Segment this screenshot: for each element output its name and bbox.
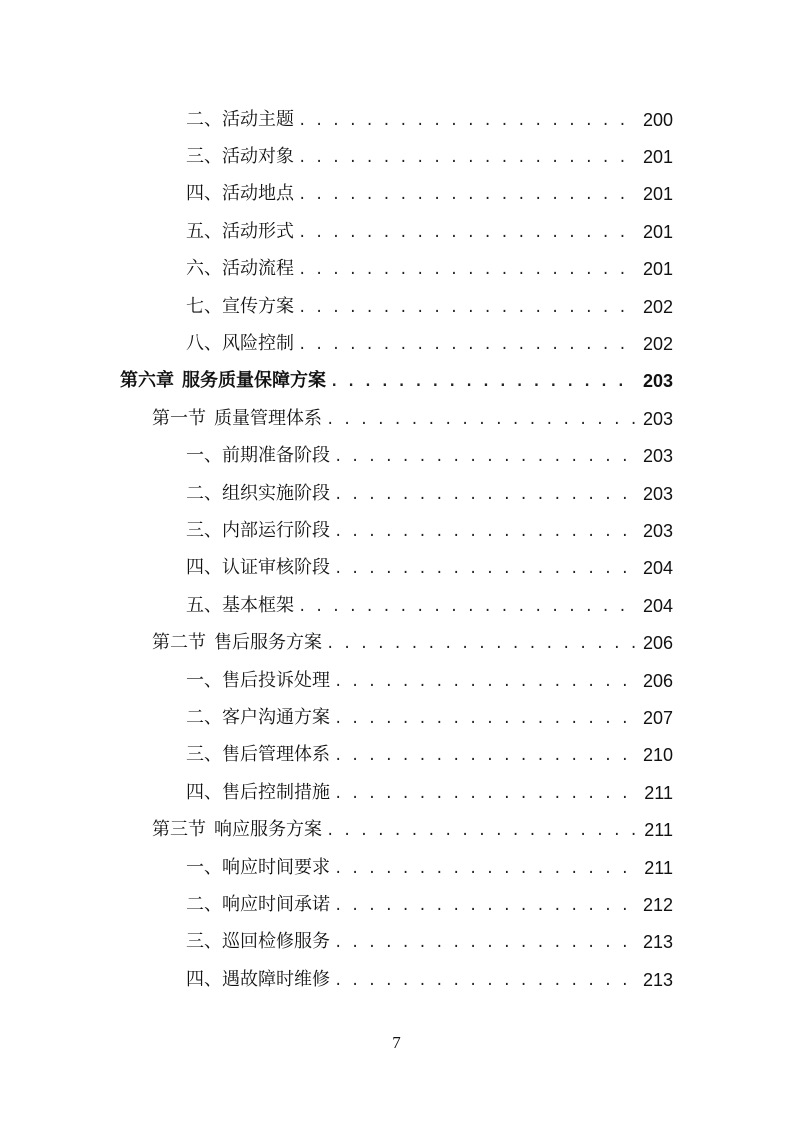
toc-item-entry[interactable] xyxy=(0,438,793,475)
toc-item-entry[interactable] xyxy=(0,550,793,587)
toc-entry-label: 组织实施阶段 xyxy=(222,482,330,504)
toc-entry-prefix: 四、 xyxy=(186,183,222,205)
toc-item-entry[interactable] xyxy=(0,213,793,250)
toc-entry-prefix: 三、 xyxy=(186,744,222,766)
toc-entry-title xyxy=(186,893,330,915)
toc-dot-leader xyxy=(298,188,635,202)
toc-entry-label: 风险控制 xyxy=(222,333,294,355)
toc-entry-page: 203 xyxy=(642,408,673,429)
toc-entry-page: 213 xyxy=(642,969,673,990)
toc-entry-page: 201 xyxy=(642,259,673,280)
toc-entry-prefix: 三、 xyxy=(186,146,222,168)
toc-entry-title xyxy=(120,372,326,390)
toc-chapter-entry[interactable] xyxy=(0,363,793,400)
toc-entry-prefix: 二、 xyxy=(186,482,222,504)
toc-entry-label: 响应服务方案 xyxy=(214,819,322,841)
toc-entry-page: 206 xyxy=(642,633,673,654)
toc-dot-leader xyxy=(298,600,635,614)
toc-section-entry[interactable] xyxy=(0,400,793,437)
toc-entry-prefix: 四、 xyxy=(186,781,222,803)
toc-entry-page: 211 xyxy=(644,782,673,803)
toc-item-entry[interactable] xyxy=(0,101,793,138)
toc-entry-prefix: 八、 xyxy=(186,333,222,355)
toc-item-entry[interactable] xyxy=(0,774,793,811)
toc-dot-leader xyxy=(334,936,635,950)
toc-item-entry[interactable] xyxy=(0,325,793,362)
toc-entry-label: 售后投诉处理 xyxy=(222,669,330,691)
toc-entry-page: 201 xyxy=(642,184,673,205)
toc-entry-label: 质量管理体系 xyxy=(214,407,322,429)
toc-entry-title xyxy=(186,933,330,951)
toc-entry-title xyxy=(186,185,294,203)
toc-entry-label: 服务质量保障方案 xyxy=(182,370,326,392)
toc-entry-prefix: 六、 xyxy=(186,258,222,280)
toc-entry-page: 207 xyxy=(642,707,673,728)
toc-entry-title xyxy=(152,634,322,652)
toc-entry-page: 210 xyxy=(642,745,673,766)
toc-item-entry[interactable] xyxy=(0,288,793,325)
toc-dot-leader xyxy=(298,338,635,352)
toc-entry-label: 内部运行阶段 xyxy=(222,519,330,541)
toc-entry-title xyxy=(186,447,330,465)
toc-entry-prefix: 二、 xyxy=(186,108,222,130)
toc-entry-page: 203 xyxy=(642,520,673,541)
toc-entry-title xyxy=(186,519,330,541)
toc-entry-title xyxy=(186,856,330,878)
toc-entry-label: 前期准备阶段 xyxy=(222,445,330,467)
toc-dot-leader xyxy=(334,974,635,988)
toc-entry-prefix: 第一节 xyxy=(152,407,206,429)
toc-item-entry[interactable] xyxy=(0,662,793,699)
toc-entry-prefix: 三、 xyxy=(186,519,222,541)
toc-dot-leader xyxy=(334,450,635,464)
toc-entry-prefix: 第二节 xyxy=(152,632,206,654)
toc-entry-page: 211 xyxy=(644,857,673,878)
toc-entry-prefix: 一、 xyxy=(186,445,222,467)
toc-dot-leader xyxy=(334,899,635,913)
toc-entry-page: 204 xyxy=(642,558,673,579)
toc-entry-title xyxy=(186,482,330,504)
toc-entry-label: 售后控制措施 xyxy=(222,781,330,803)
page-number: 7 xyxy=(392,1033,401,1052)
toc-entry-title xyxy=(186,220,294,242)
toc-item-entry[interactable] xyxy=(0,886,793,923)
toc-item-entry[interactable] xyxy=(0,587,793,624)
toc-dot-leader xyxy=(334,525,635,539)
toc-entry-page: 213 xyxy=(642,932,673,953)
toc-item-entry[interactable] xyxy=(0,924,793,961)
toc-entry-page: 202 xyxy=(642,296,673,317)
toc-dot-leader xyxy=(330,375,635,389)
toc-entry-label: 售后服务方案 xyxy=(214,632,322,654)
toc-entry-page: 201 xyxy=(642,147,673,168)
toc-entry-page: 212 xyxy=(642,894,673,915)
toc-dot-leader xyxy=(298,151,635,165)
toc-dot-leader xyxy=(334,675,635,689)
toc-entry-prefix: 二、 xyxy=(186,893,222,915)
toc-entry-prefix: 第六章 xyxy=(120,370,174,392)
toc-item-entry[interactable] xyxy=(0,138,793,175)
toc-entry-label: 宣传方案 xyxy=(222,295,294,317)
toc-entry-title xyxy=(152,407,322,429)
toc-dot-leader xyxy=(334,787,635,801)
toc-entry-prefix: 第三节 xyxy=(152,819,206,841)
toc-entry-title xyxy=(186,335,294,353)
toc-entry-title xyxy=(186,669,330,691)
toc-entry-page: 211 xyxy=(644,820,673,841)
toc-item-entry[interactable] xyxy=(0,176,793,213)
toc-dot-leader xyxy=(326,637,635,651)
toc-entry-label: 响应时间要求 xyxy=(222,856,330,878)
table-of-contents xyxy=(0,101,793,998)
toc-item-entry[interactable] xyxy=(0,512,793,549)
toc-dot-leader xyxy=(298,263,635,277)
toc-dot-leader xyxy=(298,301,635,315)
toc-entry-page: 200 xyxy=(642,109,673,130)
toc-entry-title xyxy=(186,108,294,130)
toc-entry-label: 认证审核阶段 xyxy=(222,557,330,579)
toc-entry-page: 202 xyxy=(642,334,673,355)
toc-dot-leader xyxy=(326,824,635,838)
toc-item-entry[interactable] xyxy=(0,475,793,512)
toc-item-entry[interactable] xyxy=(0,699,793,736)
toc-entry-prefix: 四、 xyxy=(186,557,222,579)
toc-entry-prefix: 七、 xyxy=(186,295,222,317)
toc-dot-leader xyxy=(334,862,635,876)
toc-entry-title xyxy=(186,559,330,577)
toc-dot-leader xyxy=(298,114,635,128)
toc-entry-prefix: 一、 xyxy=(186,669,222,691)
toc-entry-title xyxy=(186,968,330,990)
toc-item-entry[interactable] xyxy=(0,849,793,886)
toc-entry-label: 活动流程 xyxy=(222,258,294,280)
toc-entry-title xyxy=(152,821,322,839)
toc-entry-prefix: 五、 xyxy=(186,594,222,616)
toc-item-entry[interactable] xyxy=(0,251,793,288)
toc-entry-label: 活动对象 xyxy=(222,146,294,168)
toc-entry-page: 201 xyxy=(642,221,673,242)
toc-section-entry[interactable] xyxy=(0,811,793,848)
toc-entry-title xyxy=(186,781,330,803)
toc-item-entry[interactable] xyxy=(0,961,793,998)
toc-dot-leader xyxy=(334,712,635,726)
toc-entry-label: 遇故障时维修 xyxy=(222,968,330,990)
toc-entry-prefix: 一、 xyxy=(186,856,222,878)
toc-entry-title xyxy=(186,594,294,616)
toc-entry-label: 活动形式 xyxy=(222,220,294,242)
toc-entry-title xyxy=(186,148,294,166)
toc-dot-leader xyxy=(326,413,635,427)
toc-entry-page: 203 xyxy=(642,371,673,392)
toc-entry-title xyxy=(186,260,294,278)
toc-entry-prefix: 四、 xyxy=(186,968,222,990)
toc-entry-label: 活动主题 xyxy=(222,108,294,130)
toc-entry-page: 206 xyxy=(642,670,673,691)
toc-dot-leader xyxy=(334,488,635,502)
toc-entry-prefix: 五、 xyxy=(186,220,222,242)
toc-entry-title xyxy=(186,706,330,728)
toc-entry-prefix: 三、 xyxy=(186,931,222,953)
toc-entry-label: 巡回检修服务 xyxy=(222,931,330,953)
toc-entry-prefix: 二、 xyxy=(186,706,222,728)
toc-entry-page: 204 xyxy=(642,595,673,616)
toc-entry-label: 响应时间承诺 xyxy=(222,893,330,915)
toc-entry-title xyxy=(186,295,294,317)
toc-dot-leader xyxy=(298,226,635,240)
toc-dot-leader xyxy=(334,749,635,763)
toc-dot-leader xyxy=(334,562,635,576)
toc-entry-page: 203 xyxy=(642,446,673,467)
toc-entry-label: 客户沟通方案 xyxy=(222,706,330,728)
toc-section-entry[interactable] xyxy=(0,624,793,661)
toc-entry-page: 203 xyxy=(642,483,673,504)
toc-entry-label: 活动地点 xyxy=(222,183,294,205)
toc-item-entry[interactable] xyxy=(0,737,793,774)
toc-entry-title xyxy=(186,746,330,764)
toc-entry-label: 基本框架 xyxy=(222,594,294,616)
toc-entry-label: 售后管理体系 xyxy=(222,744,330,766)
